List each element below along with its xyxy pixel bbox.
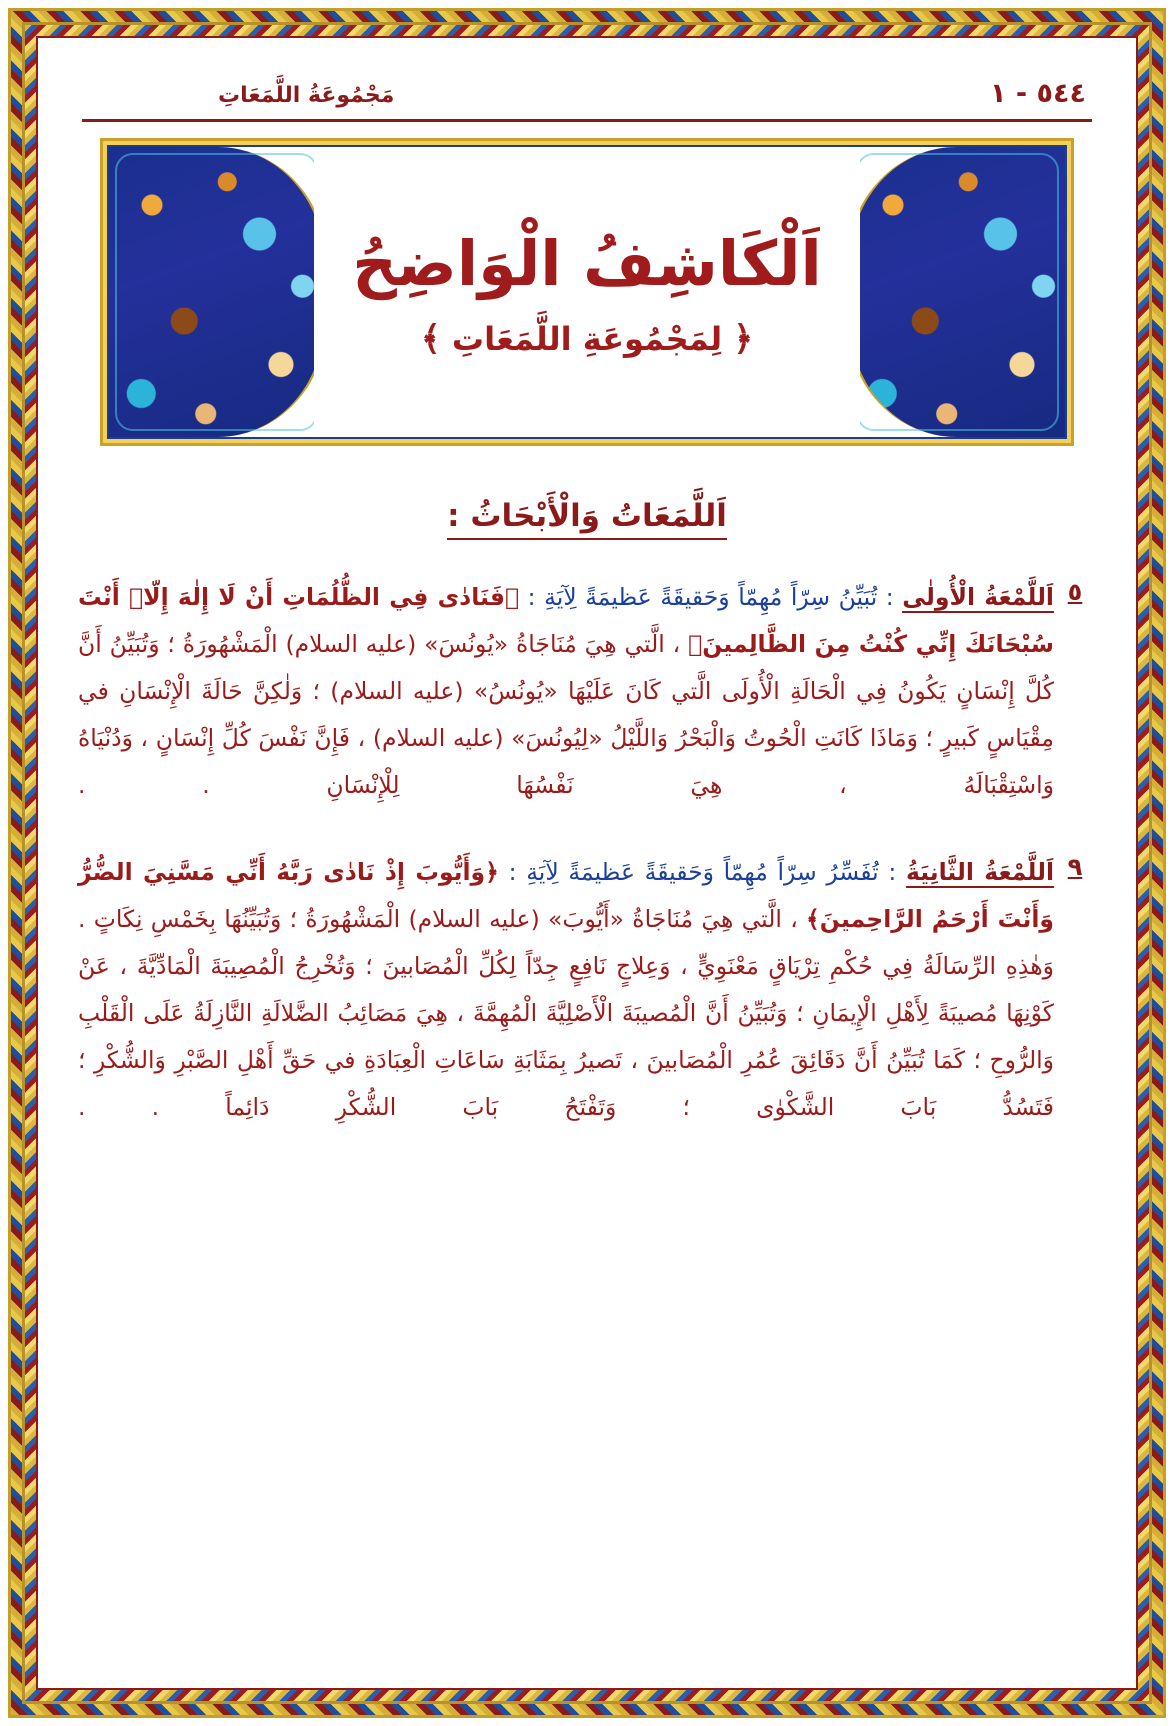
page-content: [44, 44, 1130, 1682]
lamaa-block-1: [78, 574, 1096, 809]
block-label-2: اَللَّمْعَةُ الثَّانِيَةُ: [905, 858, 1055, 886]
block-marker-2: [1054, 849, 1096, 1131]
lamaa-block-2: [78, 849, 1096, 1131]
bracket-close: ﴾: [420, 319, 441, 360]
block-paragraph-2: [78, 849, 1054, 1131]
bracket-open: ﴿: [733, 319, 754, 360]
block-paragraph-1: [78, 574, 1054, 809]
block-lead-1: : تُبَيِّنُ سِرّاً مُهِمّاً وَحَقيقَةً عَظيمَةً لِآيَةِ :: [527, 583, 894, 611]
block-rest-1: ، الَّتي هِيَ مُنَاجَاةُ «يُونُسَ» (عليه السلام) الْمَشْهُورَةُ ؛ وَتُبَيِّنُ أَنَّ كُلَّ إِنْسَانٍ يَكُونُ فِي الْحَالَةِ الْأُولَى الَّتي كَانَ عَلَيْهَا «يُونُسُ» (عليه السلام) ؛ وَلٰكِنَّ حَالَةَ الْإِنْسَانِ في مِقْيَاسٍ كَبيرٍ ؛ وَمَاذَا كَانَتِ الْحُوتُ وَالْبَحْرُ وَاللَّيْلُ «لِيُونُسَ» (عليه السلام) ، فَإِنَّ نَفْسَ كُلِّ إِنْسَانٍ ، وَدُنْيَاهُ وَاسْتِقْبَالَهُ ، هِيَ نَفْسُهَا لِلْإِنْسَانِ . .: [78, 630, 1054, 799]
page-header: [78, 78, 1096, 109]
header-divider: [82, 119, 1092, 122]
page-number: ٥٤٤ - ١: [990, 78, 1086, 109]
sub-title: لِمَجْمُوعَةِ اللَّمَعَاتِ: [451, 320, 723, 359]
ornament-left: [109, 147, 327, 437]
title-plate-inner: [107, 145, 1067, 439]
block-label-1: اَللَّمْعَةُ الْأُولٰى: [902, 583, 1054, 611]
block-ayah-1: ﴿فَنَادٰى فِي الظُّلُمَاتِ أَنْ لَا إِلٰهَ إِلّاۤ أَنْتَ سُبْحَانَكَ إِنِّي كُنْتُ مِنَ الظَّالِمينَ﴾: [78, 583, 1054, 658]
block-marker-1-text: ٥: [1067, 578, 1083, 606]
section-heading-text: اَللَّمَعَاتُ وَالْأَبْحَاثُ :: [447, 498, 727, 540]
block-marker-1: [1054, 574, 1096, 809]
sub-title-row: [421, 318, 753, 359]
title-text-wrap: [314, 147, 860, 437]
block-lead-2: : تُفَسِّرُ سِرّاً مُهِمّاً وَحَقيقَةً عَظيمَةً لِآيَةِ :: [508, 858, 897, 886]
book-title: مَجْمُوعَةُ اللَّمَعَاتِ: [218, 83, 395, 108]
section-heading: [78, 498, 1096, 534]
main-title: اَلْكَاشِفُ الْوَاضِحُ: [352, 226, 822, 300]
block-marker-2-text: ٩: [1067, 853, 1083, 881]
ornament-right: [847, 147, 1065, 437]
title-plate: [100, 138, 1074, 446]
block-rest-2: ، الَّتي هِيَ مُنَاجَاةُ «أَيُّوبَ» (عليه السلام) الْمَشْهُورَةُ ؛ وَتُبَيِّنُهَا بِخَمْسِ نِكَاتٍ . وَهٰذِهِ الرِّسَالَةُ فِي حُكْمِ تِرْيَاقٍ مَعْنَوِيٍّ ، وَعِلاجٍ نَافِعٍ جِدّاً لِكُلِّ الْمُصَابينَ ؛ وَتُخْرِجُ الْمُصِيبَةَ الْمَادِّيَّةَ ، عَنْ كَوْنِهَا مُصيبَةً لِأَهْلِ الْإِيمَانِ ؛ وَتُبَيِّنُ أَنَّ الْمُصيبَةَ الْأَصْلِيَّةَ الْمُهِمَّةَ ، هِيَ مَصَائِبُ الضَّلالَةِ النَّازِلَةُ عَلَى الْقَلْبِ وَالرُّوحِ ؛ كَمَا تُبَيِّنُ أَنَّ دَقَائِقَ عُمُرِ الْمُصَابينَ ، تَصيرُ بِمَثَابَةِ سَاعَاتِ الْعِبَادَةِ في حَقِّ أَهْلِ الصَّبْرِ وَالشُّكْرِ ؛ فَتَسُدُّ بَابَ الشَّكْوٰى ؛ وَتَفْتَحُ بَابَ الشُّكْرِ دَائِماً . .: [78, 905, 1054, 1121]
block-ayah-2: ﴿وَأَيُّوبَ إِذْ نَادٰى رَبَّهُ أَنِّي مَسَّنِيَ الضُّرُّ وَأَنْتَ أَرْحَمُ الرَّاحِمينَ﴾: [78, 858, 1054, 933]
